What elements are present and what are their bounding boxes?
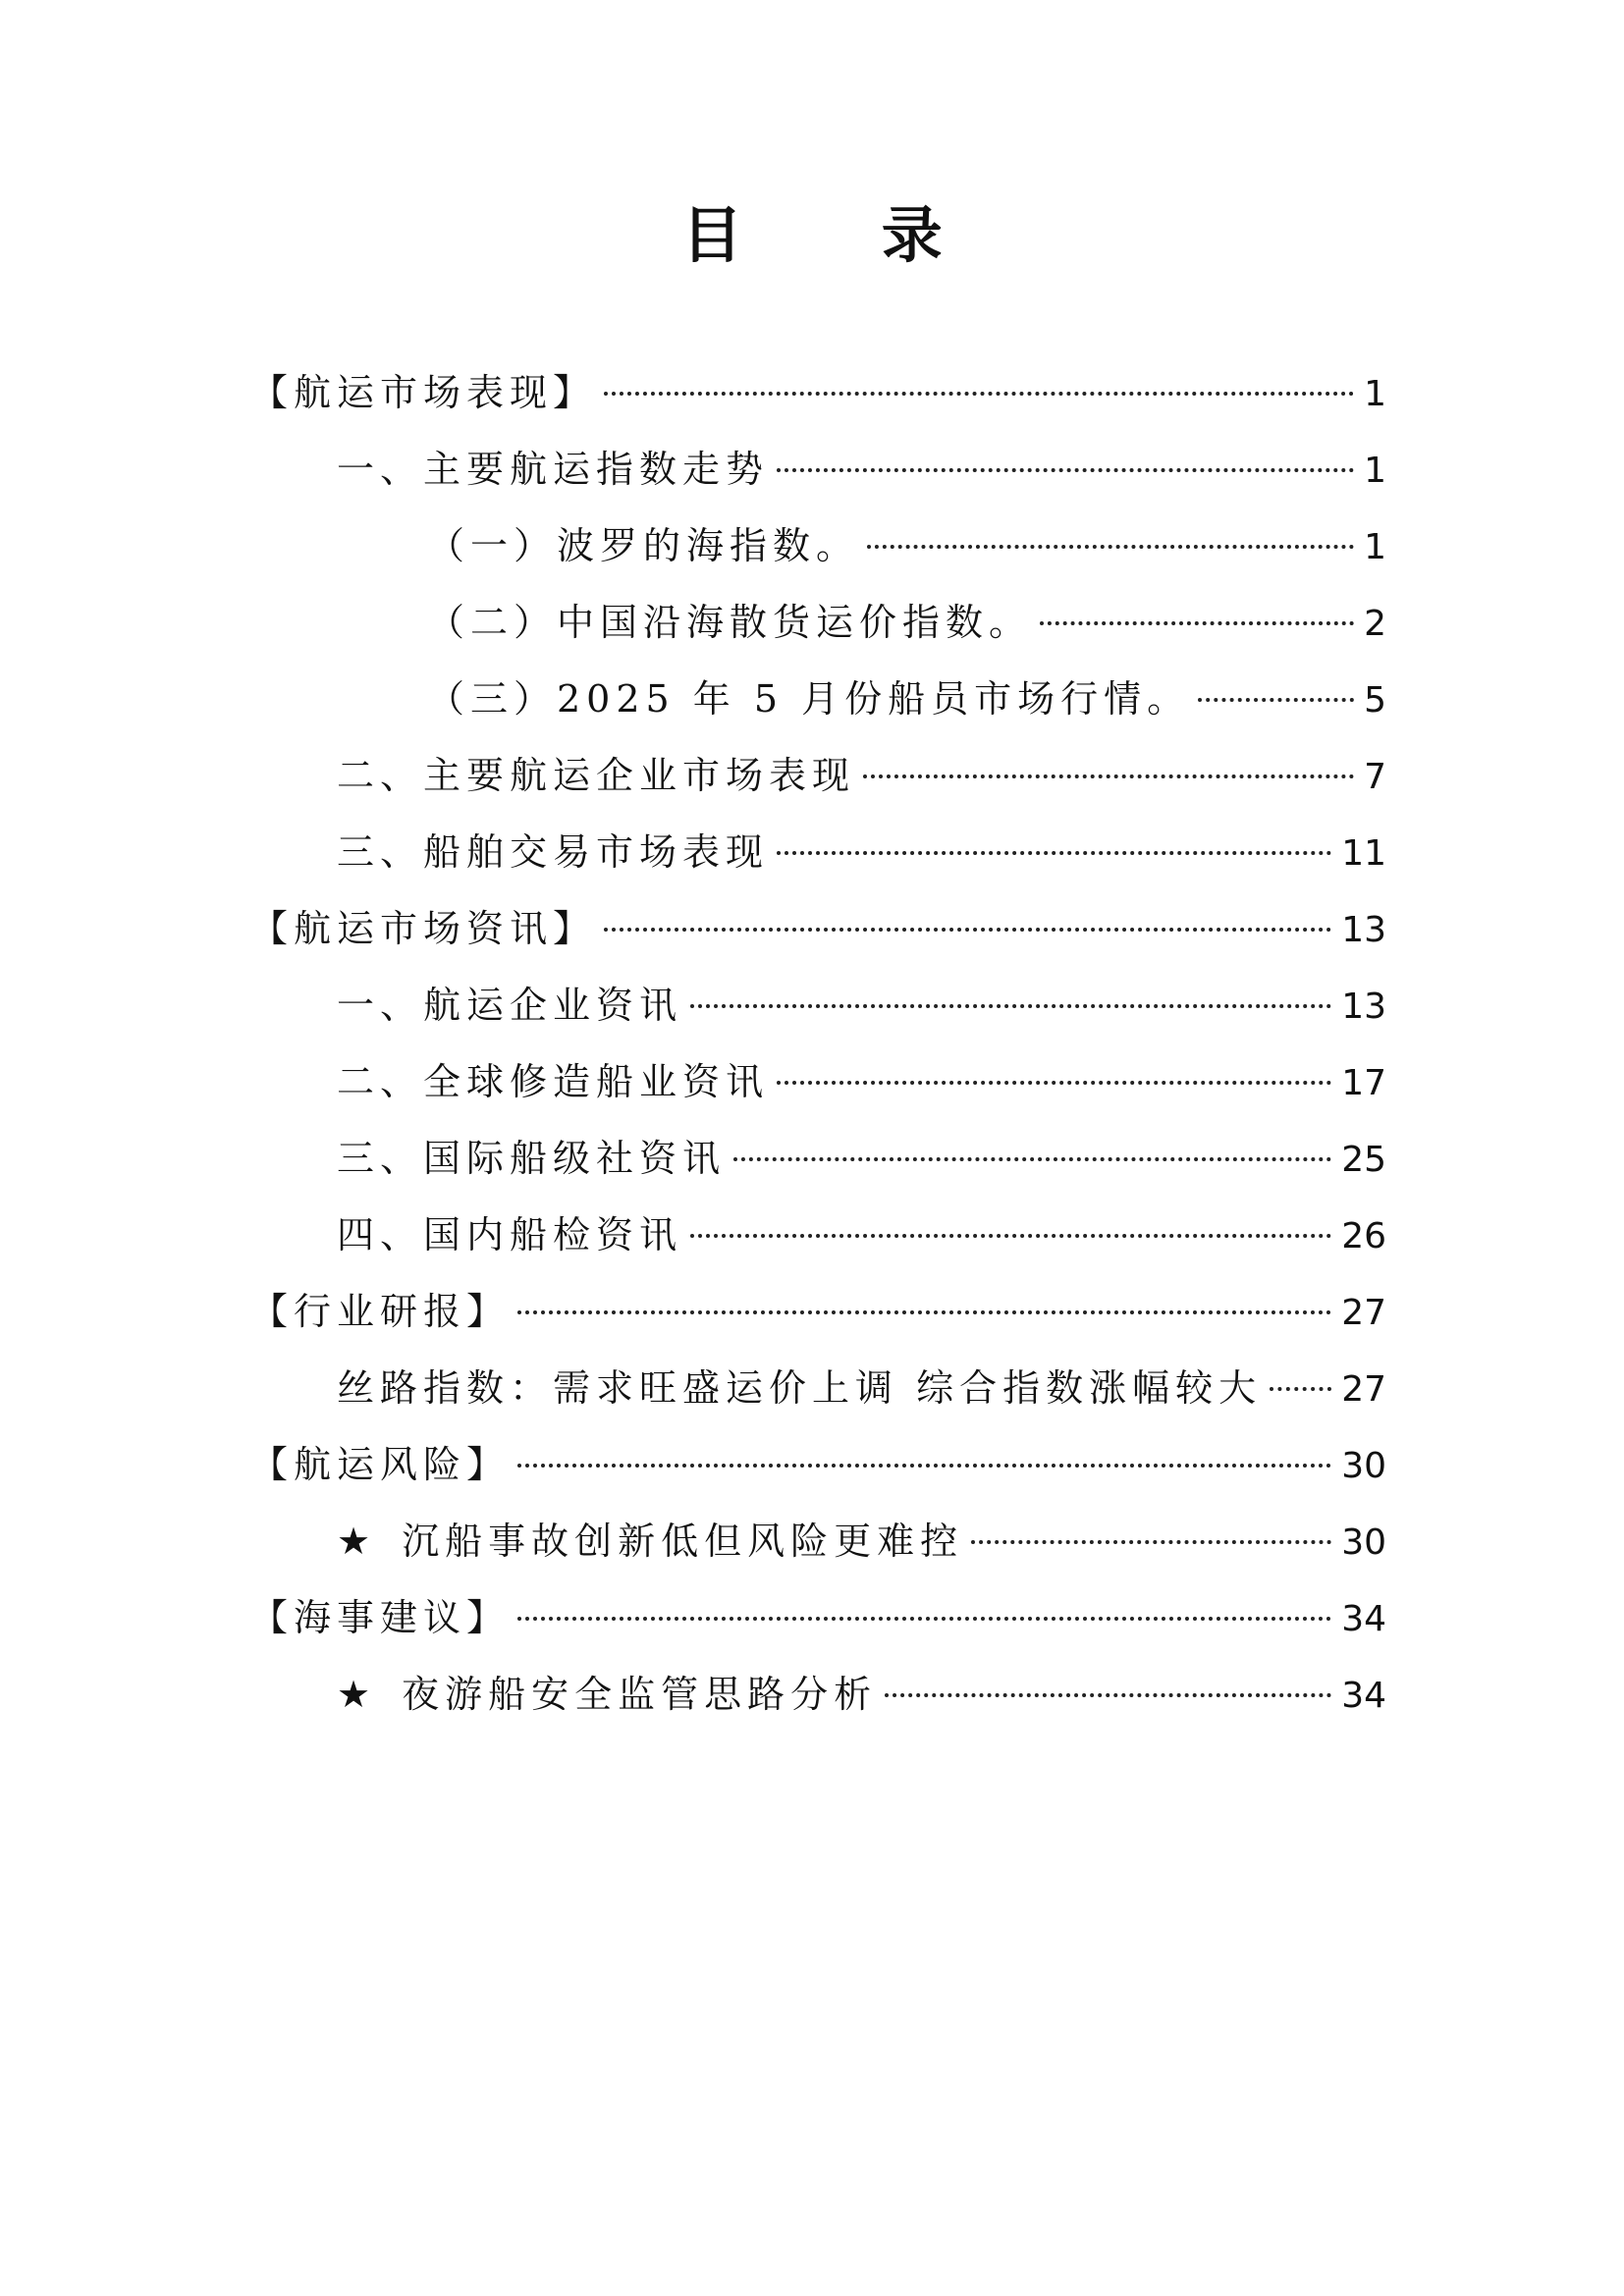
dot-leader (885, 1693, 1331, 1697)
toc-entry[interactable] (250, 1435, 1386, 1494)
toc-page-number: 5 (1364, 680, 1386, 721)
toc-entry-text (337, 1665, 877, 1724)
toc-entry-text: 【航运市场表现】 (250, 371, 597, 414)
toc-entry-text: （一）波罗的海指数。 (427, 524, 860, 567)
toc-entry-text: 【海事建议】 (250, 1596, 511, 1639)
toc-entry[interactable] (337, 1205, 1386, 1264)
toc-entry-text: 二、主要航运企业市场表现 (337, 754, 856, 797)
dot-leader (733, 1157, 1331, 1161)
toc-entry-label: 夜游船安全监管思路分析 (402, 1673, 878, 1716)
toc-entry-text: 一、主要航运指数走势 (337, 448, 770, 491)
dot-leader (604, 928, 1331, 932)
toc-entry-text: 【行业研报】 (250, 1290, 511, 1333)
toc-page-number: 11 (1341, 833, 1386, 874)
dot-leader (690, 1234, 1331, 1238)
toc-entry[interactable] (337, 1665, 1386, 1724)
toc-entry-text: 【航运风险】 (250, 1443, 511, 1486)
dot-leader (517, 1310, 1331, 1314)
toc-entry-text: （二）中国沿海散货运价指数。 (427, 601, 1033, 644)
toc-page-number: 30 (1341, 1522, 1386, 1563)
dot-leader (777, 468, 1354, 472)
dot-leader (517, 1464, 1331, 1468)
toc-page-number: 25 (1341, 1140, 1386, 1180)
toc-entry-text: 四、国内船检资讯 (337, 1213, 683, 1256)
star-icon: ★ (337, 1673, 377, 1716)
toc-entry[interactable] (250, 1282, 1386, 1341)
dot-leader (1040, 621, 1354, 625)
toc-entry-text: 三、船舶交易市场表现 (337, 830, 770, 874)
toc-entry-text: 三、国际船级社资讯 (337, 1137, 727, 1180)
dot-leader (517, 1617, 1331, 1621)
toc-entry-label: 沉船事故创新低但风险更难控 (402, 1520, 964, 1563)
toc-entry[interactable] (250, 1588, 1386, 1647)
toc-entry[interactable] (337, 746, 1386, 805)
toc-entry[interactable] (337, 1512, 1386, 1571)
toc-page-number: 13 (1341, 987, 1386, 1027)
toc-entry-text (337, 1512, 963, 1571)
toc-page-number: 34 (1341, 1676, 1386, 1716)
dot-leader (971, 1540, 1331, 1544)
dot-leader (604, 392, 1354, 396)
dot-leader (1198, 698, 1354, 702)
toc-page-number: 7 (1364, 757, 1386, 797)
dot-leader (1270, 1387, 1331, 1391)
star-icon: ★ (337, 1520, 377, 1563)
dot-leader (777, 1081, 1331, 1085)
toc-page-number: 2 (1364, 604, 1386, 644)
toc-entry[interactable] (337, 440, 1386, 499)
toc-entry[interactable] (337, 1129, 1386, 1188)
toc-entry[interactable] (427, 516, 1386, 575)
dot-leader (777, 851, 1331, 855)
toc-entry[interactable] (250, 899, 1386, 958)
toc-entry-text: 【航运市场资讯】 (250, 907, 597, 950)
toc-page-number: 17 (1341, 1063, 1386, 1103)
toc-page-number: 1 (1364, 527, 1386, 567)
toc-entry-text: 一、航运企业资讯 (337, 984, 683, 1027)
toc-page-number: 26 (1341, 1216, 1386, 1256)
toc-page-number: 27 (1341, 1293, 1386, 1333)
toc-entry-text: 丝路指数：需求旺盛运价上调 综合指数涨幅较大 (337, 1366, 1263, 1410)
toc-page-number: 13 (1341, 910, 1386, 950)
dot-leader (863, 774, 1354, 778)
toc-entry-text: （三）2025 年 5 月份船员市场行情。 (427, 677, 1191, 721)
toc-entry[interactable] (337, 1359, 1386, 1417)
toc-entry[interactable] (337, 823, 1386, 881)
toc-page-number: 1 (1364, 451, 1386, 491)
toc-page-number: 30 (1341, 1446, 1386, 1486)
toc-entry[interactable] (337, 1052, 1386, 1111)
dot-leader (690, 1004, 1331, 1008)
toc-entry[interactable] (250, 363, 1386, 422)
toc-page-number: 34 (1341, 1599, 1386, 1639)
toc-entry-text: 二、全球修造船业资讯 (337, 1060, 770, 1103)
toc-page-number: 27 (1341, 1369, 1386, 1410)
toc-entry[interactable] (337, 976, 1386, 1035)
toc-entry[interactable] (427, 593, 1386, 652)
toc-entry[interactable] (427, 669, 1386, 728)
toc-page-number: 1 (1364, 374, 1386, 414)
dot-leader (867, 545, 1354, 549)
page-title: 目 录 (681, 199, 1001, 271)
